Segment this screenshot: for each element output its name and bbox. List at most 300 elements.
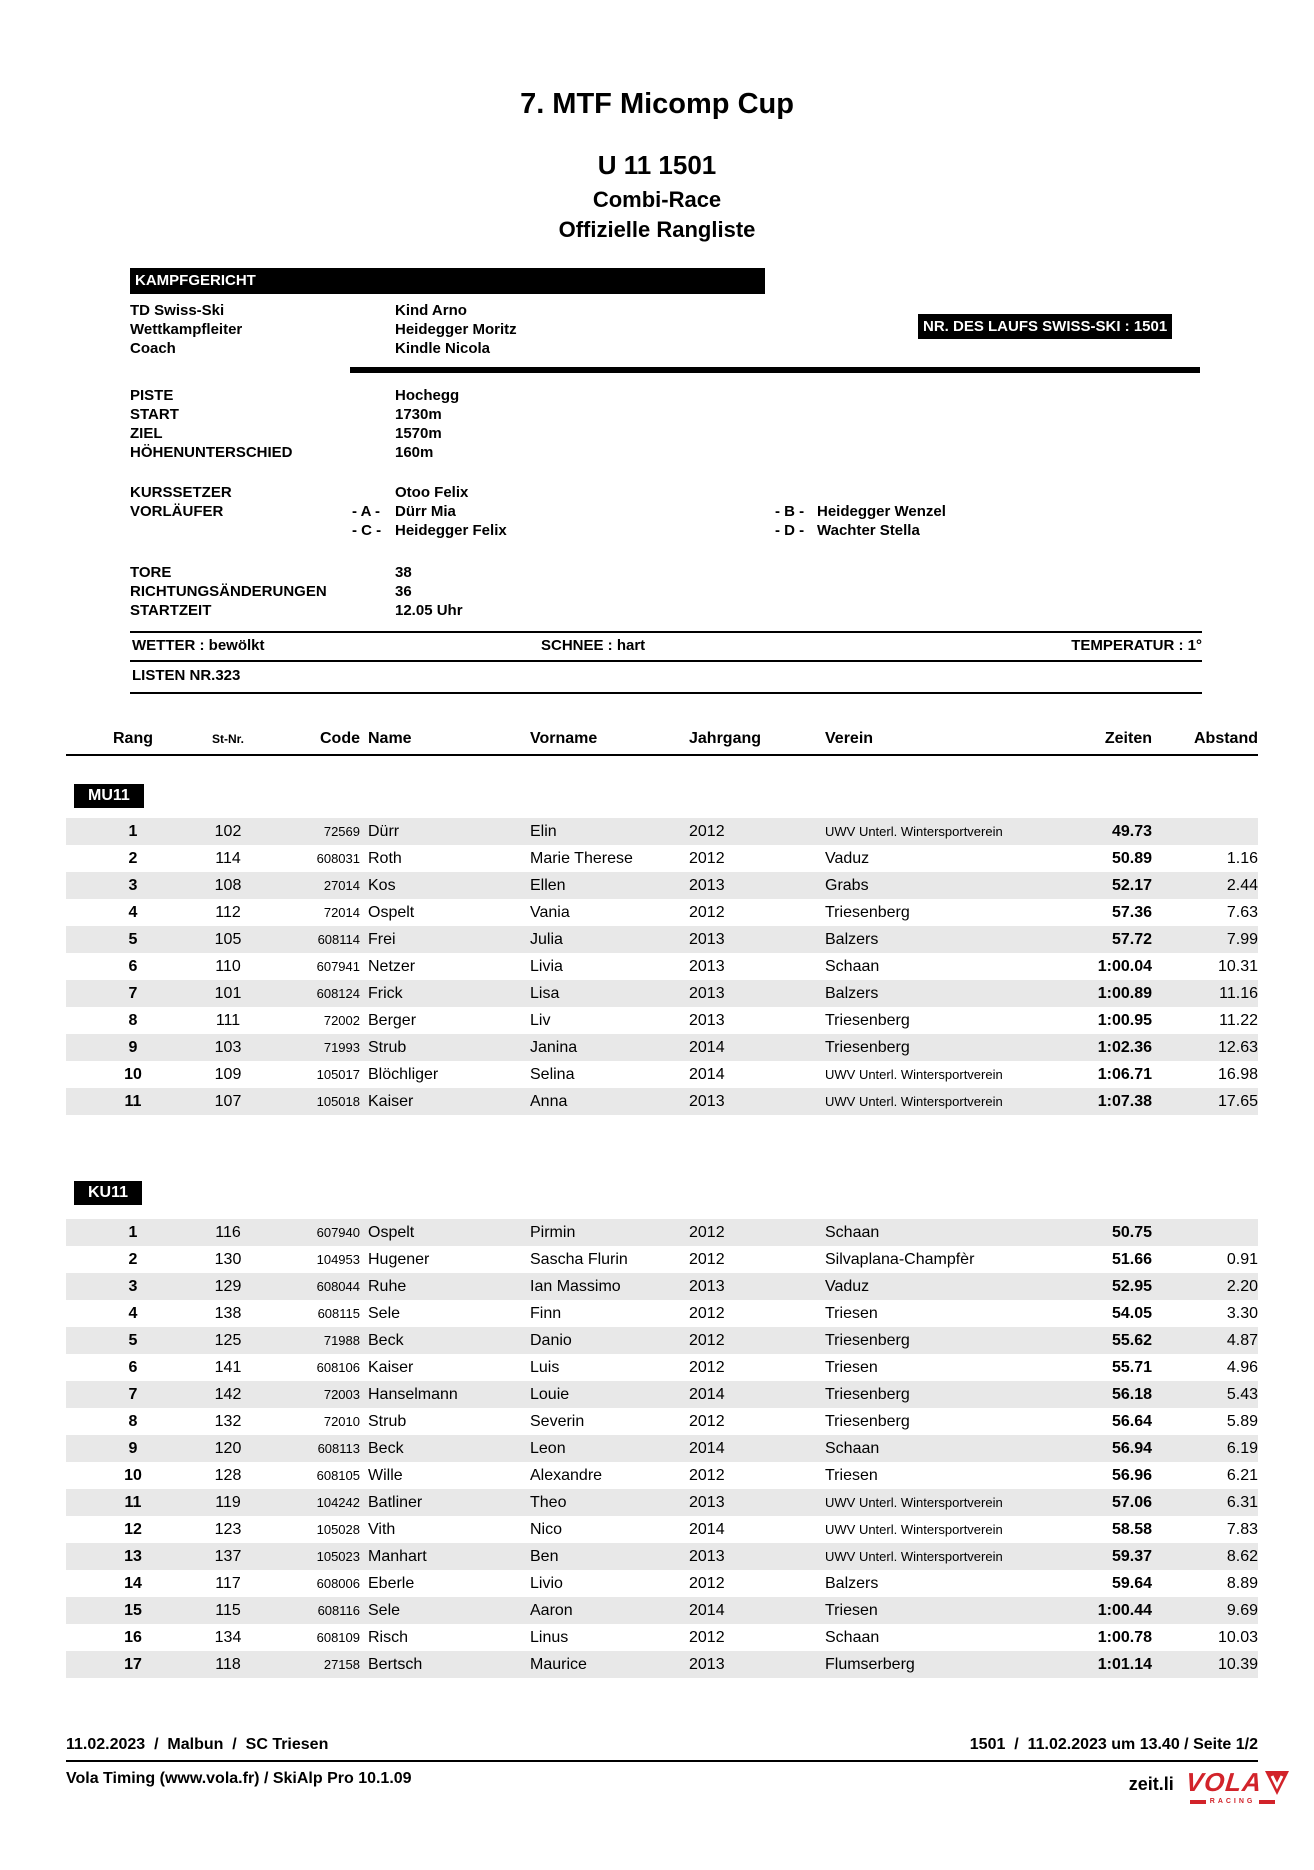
- cell-vorname: Alexandre: [530, 1466, 603, 1484]
- cell-jahrgang: 2012: [689, 1219, 825, 1246]
- cell-code: 105018: [256, 1088, 360, 1115]
- forerunner-row: [0, 502, 1314, 521]
- table-row: [66, 1034, 1258, 1061]
- cell-abstand: 3.30: [1226, 1304, 1258, 1322]
- cell-abstand: 5.43: [1152, 1381, 1258, 1408]
- cell-vorname: Theo: [530, 1489, 689, 1516]
- cell-verein: Balzers: [825, 980, 1080, 1007]
- cell-zeiten: 52.17: [1080, 872, 1152, 899]
- cell-rang: 6: [128, 957, 138, 975]
- cell-zeiten: 56.18: [1080, 1381, 1152, 1408]
- cell-code: 607941: [316, 959, 360, 974]
- cell-zeiten: 52.95: [1080, 1273, 1152, 1300]
- cell-stnr: 134: [214, 1628, 242, 1646]
- cell-code: 104953: [316, 1252, 360, 1267]
- cell-vorname: Severin: [530, 1412, 585, 1430]
- cell-jahrgang: 2014: [689, 1597, 825, 1624]
- header-vorname: Vorname: [530, 730, 598, 747]
- footer-page-info: 1501 / 11.02.2023 um 13.40 / Seite 1/2: [969, 1736, 1258, 1753]
- cell-verein: Triesenberg: [825, 1327, 1080, 1354]
- cell-zeiten: 55.62: [1080, 1327, 1152, 1354]
- results-header: [66, 724, 1258, 756]
- cell-name: Wille: [368, 1466, 403, 1484]
- cell-vorname: Livio: [530, 1574, 563, 1592]
- cell-code: 72010: [323, 1414, 360, 1429]
- results-table-mu11: [66, 818, 1258, 1115]
- race-info-label: RICHTUNGSÄNDERUNGEN: [130, 583, 327, 600]
- forerunner-row: [0, 521, 1314, 540]
- cell-code: 608116: [256, 1597, 360, 1624]
- cell-jahrgang: 2013: [689, 1651, 825, 1678]
- cell-name: Berger: [368, 1011, 417, 1029]
- divider-line: [130, 692, 1202, 694]
- course-label: HÖHENUNTERSCHIED: [130, 444, 293, 461]
- cell-vorname: Janina: [530, 1034, 689, 1061]
- cell-name: Kaiser: [360, 1088, 530, 1115]
- cell-vorname: Ben: [530, 1543, 689, 1570]
- table-row: [66, 1300, 1258, 1327]
- race-info-row: [130, 601, 463, 620]
- cell-zeiten: 56.64: [1111, 1412, 1152, 1430]
- cell-code: 72003: [256, 1381, 360, 1408]
- course-label: START: [130, 406, 179, 423]
- table-row: [66, 1061, 1258, 1088]
- cell-verein: Grabs: [825, 872, 1080, 899]
- cell-jahrgang: 2013: [689, 1088, 825, 1115]
- race-info-label: STARTZEIT: [130, 602, 212, 619]
- cell-vorname: Ian Massimo: [530, 1273, 689, 1300]
- cell-stnr: 128: [214, 1466, 242, 1484]
- course-row: [130, 386, 459, 405]
- cell-rang: 3: [66, 872, 200, 899]
- footer-bottom-row: [66, 1767, 1290, 1805]
- cell-zeiten: 58.58: [1111, 1520, 1152, 1538]
- cell-verein: UWV Unterl. Wintersportverein: [825, 1543, 1080, 1570]
- cell-name: Ospelt: [360, 1219, 530, 1246]
- cell-name: Dürr: [360, 818, 530, 845]
- footer-branding: [1128, 1767, 1290, 1805]
- cell-verein: Triesenberg: [825, 1034, 1080, 1061]
- cell-stnr: 117: [215, 1574, 241, 1592]
- table-row: [66, 926, 1258, 953]
- cell-verein: Flumserberg: [825, 1651, 1080, 1678]
- cell-jahrgang: 2013: [689, 872, 825, 899]
- race-info-value: 12.05 Uhr: [395, 602, 463, 619]
- cell-vorname: Maurice: [530, 1651, 689, 1678]
- jury-role-label: Wettkampfleiter: [130, 321, 243, 338]
- cell-rang: 5: [66, 926, 200, 953]
- cell-name: Ruhe: [360, 1273, 530, 1300]
- footer-software: Vola Timing (www.vola.fr) / SkiAlp Pro 10.1.09: [66, 1770, 412, 1787]
- cell-vorname: Nico: [530, 1520, 563, 1538]
- table-row: [66, 1570, 1258, 1597]
- cell-verein: Vaduz: [825, 849, 870, 867]
- cell-stnr: 112: [215, 903, 241, 921]
- jury-section-header: KAMPFGERICHT: [130, 268, 765, 294]
- cell-jahrgang: 2012: [689, 1358, 725, 1376]
- cell-vorname: Aaron: [530, 1597, 689, 1624]
- cell-name: Beck: [360, 1435, 530, 1462]
- cell-jahrgang: 2012: [689, 1250, 725, 1268]
- cell-name: Sele: [360, 1597, 530, 1624]
- cell-zeiten: 56.94: [1080, 1435, 1152, 1462]
- cell-verein: Vaduz: [825, 1273, 1080, 1300]
- cell-abstand: 4.96: [1226, 1358, 1258, 1376]
- cell-name: Beck: [360, 1327, 530, 1354]
- cell-name: Sele: [368, 1304, 401, 1322]
- cell-name: Ospelt: [368, 903, 415, 921]
- cell-zeiten: 1:00.89: [1080, 980, 1152, 1007]
- cell-jahrgang: 2014: [689, 1520, 725, 1538]
- jury-person: Heidegger Moritz: [395, 321, 517, 338]
- cell-rang: 9: [66, 1034, 200, 1061]
- course-value: 160m: [395, 444, 434, 461]
- course-value: Hochegg: [395, 387, 460, 404]
- cell-abstand: 10.39: [1152, 1651, 1258, 1678]
- vola-triangle-icon: [1264, 1770, 1290, 1796]
- cell-stnr: 125: [200, 1327, 256, 1354]
- course-value: 1570m: [395, 425, 442, 442]
- temperature-value: TEMPERATUR : 1°: [1071, 637, 1202, 654]
- cell-jahrgang: 2014: [689, 1435, 825, 1462]
- cell-jahrgang: 2012: [689, 903, 725, 921]
- racing-bar-right: [1259, 1800, 1275, 1804]
- table-row: [66, 1516, 1258, 1543]
- cell-jahrgang: 2013: [689, 1011, 725, 1029]
- cell-verein: Triesen: [825, 1358, 878, 1376]
- cell-rang: 4: [128, 1304, 138, 1322]
- category-badge-mu11: MU11: [74, 784, 144, 808]
- cell-vorname: Vania: [530, 903, 570, 921]
- cell-zeiten: 1:07.38: [1080, 1088, 1152, 1115]
- cell-name: Roth: [368, 849, 402, 867]
- jury-person: Kindle Nicola: [395, 340, 491, 357]
- cell-jahrgang: 2012: [689, 1327, 825, 1354]
- page-title: 7. MTF Micomp Cup: [520, 88, 794, 120]
- cell-verein: Triesenberg: [825, 1412, 910, 1430]
- cell-zeiten: 1:00.95: [1097, 1011, 1152, 1029]
- vola-logo-word: VOLA: [1184, 1767, 1264, 1797]
- cell-stnr: 130: [214, 1250, 242, 1268]
- cell-name: Strub: [368, 1412, 407, 1430]
- cell-stnr: 111: [215, 1011, 241, 1029]
- cell-vorname: Selina: [530, 1065, 575, 1083]
- cell-abstand: 8.89: [1226, 1574, 1258, 1592]
- cell-code: 608044: [256, 1273, 360, 1300]
- cell-jahrgang: 2013: [689, 1489, 825, 1516]
- cell-name: Hugener: [368, 1250, 430, 1268]
- cell-stnr: 116: [200, 1219, 256, 1246]
- cell-abstand: [1152, 818, 1258, 845]
- category-badge-ku11: KU11: [74, 1181, 142, 1205]
- cell-zeiten: 1:00.04: [1097, 957, 1152, 975]
- cell-stnr: 114: [215, 849, 241, 867]
- cell-code: 27014: [256, 872, 360, 899]
- header-zeiten: Zeiten: [1104, 730, 1152, 747]
- cell-vorname: Elin: [530, 818, 689, 845]
- header-rang: Rang: [113, 730, 153, 747]
- cell-zeiten: 50.75: [1080, 1219, 1152, 1246]
- cell-zeiten: 57.06: [1080, 1489, 1152, 1516]
- cell-rang: 6: [128, 1358, 138, 1376]
- cell-rang: 1: [66, 1219, 200, 1246]
- cell-stnr: 132: [214, 1412, 242, 1430]
- table-row: [66, 1246, 1258, 1273]
- cell-stnr: 101: [200, 980, 256, 1007]
- cell-abstand: 7.99: [1152, 926, 1258, 953]
- cell-abstand: 2.44: [1152, 872, 1258, 899]
- snow-value: SCHNEE : hart: [541, 637, 646, 654]
- table-row: [66, 953, 1258, 980]
- header-verein: Verein: [825, 730, 874, 747]
- divider-line: [130, 660, 1202, 662]
- cell-code: 72569: [256, 818, 360, 845]
- cell-abstand: [1152, 1219, 1258, 1246]
- jury-role-label: Coach: [130, 340, 176, 357]
- cell-rang: 5: [66, 1327, 200, 1354]
- cell-rang: 13: [66, 1543, 200, 1570]
- course-row: [130, 443, 459, 462]
- cell-code: 608031: [316, 851, 360, 866]
- table-row: [66, 1088, 1258, 1115]
- kurssetzer-label: KURSSETZER: [130, 484, 232, 501]
- cell-abstand: 17.65: [1152, 1088, 1258, 1115]
- race-info-rows: [130, 563, 463, 620]
- cell-stnr: 107: [200, 1088, 256, 1115]
- cell-verein: Triesen: [825, 1304, 878, 1322]
- cell-verein: Schaan: [825, 1435, 1080, 1462]
- cell-rang: 2: [128, 849, 138, 867]
- cell-name: Strub: [360, 1034, 530, 1061]
- cell-vorname: Lisa: [530, 980, 689, 1007]
- category-subtitle: U 11 1501: [597, 150, 717, 180]
- header-code: Code: [320, 730, 360, 747]
- cell-name: Batliner: [360, 1489, 530, 1516]
- cell-zeiten: 55.71: [1111, 1358, 1152, 1376]
- cell-jahrgang: 2013: [689, 957, 725, 975]
- cell-zeiten: 1:00.44: [1080, 1597, 1152, 1624]
- cell-abstand: 11.22: [1219, 1011, 1258, 1029]
- forerunner-name: Wachter Stella: [817, 522, 920, 539]
- cell-zeiten: 1:01.14: [1080, 1651, 1152, 1678]
- cell-verein: UWV Unterl. Wintersportverein: [825, 1489, 1080, 1516]
- cell-verein: UWV Unterl. Wintersportverein: [825, 1522, 1003, 1537]
- cell-stnr: 110: [215, 957, 241, 975]
- results-table-ku11: [66, 1219, 1258, 1678]
- cell-zeiten: 1:00.78: [1097, 1628, 1152, 1646]
- cell-rang: 17: [66, 1651, 200, 1678]
- cell-stnr: 102: [200, 818, 256, 845]
- cell-stnr: 118: [200, 1651, 256, 1678]
- cell-abstand: 12.63: [1152, 1034, 1258, 1061]
- cell-jahrgang: 2012: [689, 1628, 725, 1646]
- header-abstand: Abstand: [1194, 730, 1258, 747]
- cell-rang: 8: [128, 1412, 138, 1430]
- race-info-row: [130, 582, 463, 601]
- cell-code: 27158: [256, 1651, 360, 1678]
- cell-rang: 14: [124, 1574, 142, 1592]
- cell-code: 608124: [256, 980, 360, 1007]
- cell-code: 71988: [256, 1327, 360, 1354]
- forerunner-prefix: - C -: [352, 522, 382, 539]
- cell-rang: 9: [66, 1435, 200, 1462]
- jury-rows: [130, 301, 517, 358]
- cell-code: 608113: [256, 1435, 360, 1462]
- cell-verein: Triesen: [825, 1466, 878, 1484]
- cell-code: 608115: [317, 1306, 360, 1321]
- vola-racing-label: RACING: [1190, 1798, 1276, 1805]
- cell-zeiten: 56.96: [1111, 1466, 1152, 1484]
- vorlaeufer-label: VORLÄUFER: [130, 503, 224, 520]
- cell-stnr: 137: [200, 1543, 256, 1570]
- cell-rang: 11: [66, 1088, 200, 1115]
- cell-vorname: Leon: [530, 1435, 689, 1462]
- cell-name: Bertsch: [360, 1651, 530, 1678]
- cell-name: Blöchliger: [368, 1065, 439, 1083]
- table-row: [66, 1007, 1258, 1034]
- cell-code: 608106: [316, 1360, 360, 1375]
- weather-value: WETTER : bewölkt: [132, 637, 265, 654]
- course-rows: [130, 386, 459, 462]
- cell-rang: 16: [124, 1628, 142, 1646]
- cell-jahrgang: 2013: [689, 926, 825, 953]
- cell-abstand: 16.98: [1217, 1065, 1258, 1083]
- cell-vorname: Ellen: [530, 872, 689, 899]
- cell-stnr: 142: [200, 1381, 256, 1408]
- table-row: [66, 1651, 1258, 1678]
- cell-jahrgang: 2014: [689, 1065, 725, 1083]
- cell-rang: 4: [128, 903, 138, 921]
- cell-vorname: Finn: [530, 1304, 562, 1322]
- cell-stnr: 103: [200, 1034, 256, 1061]
- cell-name: Risch: [368, 1628, 409, 1646]
- cell-vorname: Anna: [530, 1088, 689, 1115]
- cell-name: Eberle: [368, 1574, 415, 1592]
- coursesetter-row: [0, 483, 1314, 502]
- cell-rang: 1: [66, 818, 200, 845]
- course-label: ZIEL: [130, 425, 163, 442]
- results-block: [66, 724, 1258, 1678]
- cell-stnr: 120: [200, 1435, 256, 1462]
- cell-zeiten: 59.64: [1111, 1574, 1152, 1592]
- cell-zeiten: 51.66: [1111, 1250, 1152, 1268]
- cell-abstand: 2.20: [1152, 1273, 1258, 1300]
- footer-date-place: 11.02.2023 / Malbun / SC Triesen: [66, 1736, 329, 1753]
- cell-rang: 2: [128, 1250, 138, 1268]
- race-number-badge: NR. DES LAUFS SWISS-SKI : 1501: [918, 314, 1172, 339]
- table-row: [66, 872, 1258, 899]
- cell-name: Frei: [360, 926, 530, 953]
- cell-code: 608114: [256, 926, 360, 953]
- cell-jahrgang: 2014: [689, 1381, 825, 1408]
- results-header-row: [66, 724, 1258, 755]
- timing-site-label: zeit.li: [1128, 1774, 1174, 1794]
- forerunner-prefix: - A -: [352, 503, 381, 520]
- cell-zeiten: 59.37: [1080, 1543, 1152, 1570]
- table-row: [66, 1219, 1258, 1246]
- cell-abstand: 7.83: [1226, 1520, 1258, 1538]
- cell-abstand: 4.87: [1152, 1327, 1258, 1354]
- cell-stnr: 109: [214, 1065, 242, 1083]
- cell-abstand: 11.16: [1152, 980, 1258, 1007]
- jury-row: [130, 320, 517, 339]
- race-info-label: TORE: [130, 564, 172, 581]
- header-name: Name: [368, 730, 412, 747]
- cell-abstand: 8.62: [1152, 1543, 1258, 1570]
- table-row: [66, 1273, 1258, 1300]
- cell-verein: Silvaplana-Champfèr: [825, 1250, 975, 1268]
- cell-abstand: 10.31: [1217, 957, 1258, 975]
- cell-stnr: 138: [214, 1304, 242, 1322]
- cell-verein: Balzers: [825, 926, 1080, 953]
- cell-vorname: Sascha Flurin: [530, 1250, 628, 1268]
- footer-top-row: [66, 1736, 1258, 1754]
- cell-zeiten: 1:02.36: [1080, 1034, 1152, 1061]
- race-info-value: 38: [395, 564, 412, 581]
- cell-name: Kos: [360, 872, 530, 899]
- cell-name: Manhart: [360, 1543, 530, 1570]
- table-row: [66, 899, 1258, 926]
- cell-verein: Triesen: [825, 1597, 1080, 1624]
- cell-jahrgang: 2014: [689, 1034, 825, 1061]
- jury-role-label: TD Swiss-Ski: [130, 302, 225, 319]
- cell-jahrgang: 2012: [689, 818, 825, 845]
- cell-vorname: Marie Therese: [530, 849, 633, 867]
- cell-rang: 10: [124, 1466, 142, 1484]
- cell-verein: UWV Unterl. Wintersportverein: [825, 818, 1080, 845]
- cell-name: Netzer: [368, 957, 416, 975]
- cell-stnr: 105: [200, 926, 256, 953]
- forerunner-name: Heidegger Wenzel: [817, 503, 946, 520]
- racing-bar-left: [1190, 1800, 1206, 1804]
- cell-vorname: Danio: [530, 1327, 689, 1354]
- race-info-value: 36: [395, 583, 412, 600]
- forerunner-prefix: - D -: [775, 522, 805, 539]
- list-title: Offizielle Rangliste: [558, 217, 756, 242]
- cell-verein: UWV Unterl. Wintersportverein: [825, 1088, 1080, 1115]
- cell-abstand: 6.19: [1152, 1435, 1258, 1462]
- cell-abstand: 1.16: [1226, 849, 1258, 867]
- forerunner-name: Dürr Mia: [395, 503, 456, 520]
- cell-code: 72014: [323, 905, 360, 920]
- cell-abstand: 0.91: [1226, 1250, 1258, 1268]
- jury-row: [130, 301, 517, 320]
- cell-code: 104242: [256, 1489, 360, 1516]
- cell-name: Hanselmann: [360, 1381, 530, 1408]
- cell-jahrgang: 2012: [689, 1304, 725, 1322]
- cell-zeiten: 1:06.71: [1097, 1065, 1152, 1083]
- cell-verein: Triesenberg: [825, 903, 910, 921]
- cell-jahrgang: 2012: [689, 1574, 725, 1592]
- cell-vorname: Julia: [530, 926, 689, 953]
- list-number: LISTEN NR.323: [132, 667, 241, 684]
- cell-jahrgang: 2012: [689, 1466, 725, 1484]
- course-value: 1730m: [395, 406, 442, 423]
- header-jahrgang: Jahrgang: [689, 730, 762, 747]
- cell-vorname: Louie: [530, 1381, 689, 1408]
- cell-code: 105017: [316, 1067, 360, 1082]
- course-row: [130, 424, 459, 443]
- cell-verein: Balzers: [825, 1574, 879, 1592]
- table-row: [66, 1381, 1258, 1408]
- cell-verein: Triesenberg: [825, 1381, 1080, 1408]
- cell-jahrgang: 2013: [689, 1543, 825, 1570]
- race-info-row: [130, 563, 463, 582]
- cell-jahrgang: 2012: [689, 1412, 725, 1430]
- course-row: [130, 405, 459, 424]
- cell-rang: 7: [66, 1381, 200, 1408]
- cell-vorname: Luis: [530, 1358, 560, 1376]
